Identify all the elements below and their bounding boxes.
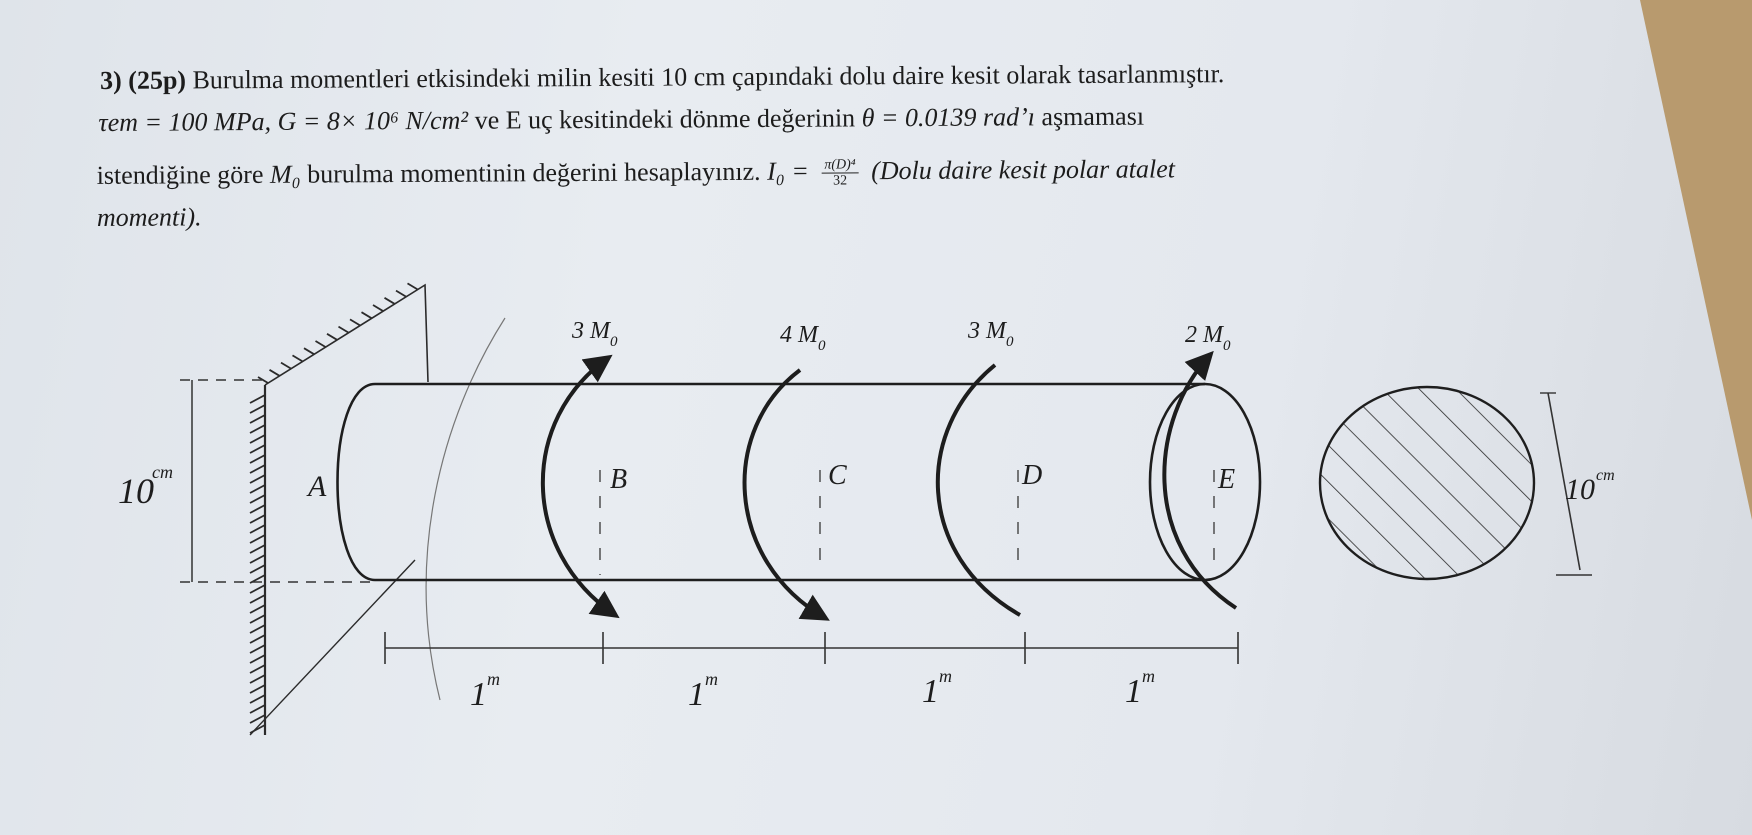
wall-hatch-tick [250, 635, 265, 643]
wall-hatch-tick [281, 363, 291, 369]
problem-text-4: momenti). [96, 202, 202, 233]
wall-hatch-tick [250, 395, 265, 403]
wall-hatch-tick [270, 370, 280, 376]
wall-hatch-tick [408, 283, 418, 289]
problem-points: (25p) [128, 65, 187, 95]
wall-hatch-tick [250, 655, 265, 663]
wall-hatch-tick [250, 585, 265, 593]
problem-text-3-mid: burulma momentinin değerini hesaplayınız. [307, 156, 761, 189]
torque-arrows [543, 355, 1236, 618]
wall-hatch-tick [250, 485, 265, 493]
torque-arrow-d [938, 365, 1020, 615]
wall-hatch-tick [250, 685, 265, 693]
wall-hatch-tick [350, 319, 360, 325]
problem-text-3: istendiğine göre [96, 159, 264, 190]
span-label-3: 1$^m$ [922, 666, 952, 710]
background-curve [426, 318, 505, 700]
polar-inertia-symbol: I₀ = [767, 156, 809, 186]
section-diameter-unit: cm [1596, 467, 1615, 484]
wall-hatch-tick [250, 565, 265, 573]
wall-hatch-tick [373, 305, 383, 311]
wall-hatch-tick [250, 605, 265, 613]
wall-hatch-tick [250, 535, 265, 543]
wall-hatch-tick [250, 425, 265, 433]
diameter-label: 10 [118, 471, 154, 511]
wall-hatch-tick [250, 705, 265, 713]
moment-label-c: 4 $M_0$ [780, 322, 826, 354]
wall-hatch-tick [250, 625, 265, 633]
fraction-denominator: 32 [833, 173, 848, 189]
wall-hatch-tick [250, 545, 265, 553]
point-d: D [1022, 460, 1043, 491]
cross-section [1320, 387, 1592, 579]
point-b: B [610, 464, 628, 495]
span-label-4: 1$^m$ [1125, 666, 1155, 710]
wall-hatch-tick [250, 515, 265, 523]
span-label-1: 1$^m$ [470, 669, 500, 713]
moment-labels [571, 318, 1231, 354]
moment-label-e: 2 $M_0$ [1185, 322, 1231, 354]
moment-label-d: 3 $M_0$ [968, 318, 1014, 350]
rotation-limit: θ = 0.0139 rad’ı [861, 102, 1036, 133]
problem-text-1: Burulma momentleri etkisindeki milin kesiti 10 cm çapındaki dolu daire kesit olarak tasarlanmıştır. [192, 59, 1225, 95]
wall-hatch-tick [250, 405, 265, 413]
shaft [338, 384, 1261, 580]
problem-number: 3) [99, 65, 122, 95]
wall-hatch-tick [250, 475, 265, 483]
problem-text-3-end: (Dolu daire kesit polar atalet [871, 154, 1176, 186]
wall-hatch-tick [362, 312, 372, 318]
wall-hatch-tick [250, 675, 265, 683]
fraction-numerator: π(D)⁴ [821, 157, 858, 174]
wall-hatch-tick [327, 334, 337, 340]
allowable-stress: τem = 100 MPa, [98, 106, 272, 138]
moment-symbol: M₀ [269, 159, 301, 189]
wall-hatch-tick [250, 435, 265, 443]
point-c: C [828, 460, 847, 491]
point-e: E [1218, 464, 1236, 495]
section-diameter-label: 10 [1565, 473, 1595, 506]
wall-hatch-tick [250, 465, 265, 473]
span-label-2: 1$^m$ [688, 669, 718, 713]
diameter-unit: cm [152, 462, 173, 482]
torque-arrow-b [543, 358, 615, 615]
wall-hatch-tick [304, 348, 314, 354]
wall-hatch-tick [250, 595, 265, 603]
wall-hatch-tick [250, 645, 265, 653]
wall-hatch-tick [250, 455, 265, 463]
wall-hatch-tick [316, 341, 326, 347]
wall-hatch-tick [250, 495, 265, 503]
diameter-dimension [180, 380, 375, 582]
moment-label-b: 3 $M_0$ [572, 318, 618, 350]
wall-hatch-tick [250, 505, 265, 513]
wall-hatch-tick [250, 695, 265, 703]
wall-hatch-tick [250, 445, 265, 453]
wall-hatch-tick [250, 415, 265, 423]
point-a: A [308, 470, 327, 503]
wall-hatch-tick [293, 355, 303, 361]
section-lines [600, 470, 1214, 575]
length-dimension [385, 632, 1238, 664]
problem-text-2: ve E uç kesitindeki dönme değerinin [474, 103, 856, 135]
wall-hatch-tick [339, 327, 349, 333]
wall-hatch-tick [250, 525, 265, 533]
problem-text-2-end: aşmaması [1041, 101, 1145, 132]
wall-hatch-tick [250, 665, 265, 673]
shear-modulus: G = 8× 10⁶ N/cm² [277, 105, 469, 136]
wall-hatch-tick [250, 615, 265, 623]
wall-hatch [250, 283, 418, 733]
wall-hatch-tick [250, 555, 265, 563]
wall-hatch-tick [396, 291, 406, 297]
wall-hatch-tick [385, 298, 395, 304]
